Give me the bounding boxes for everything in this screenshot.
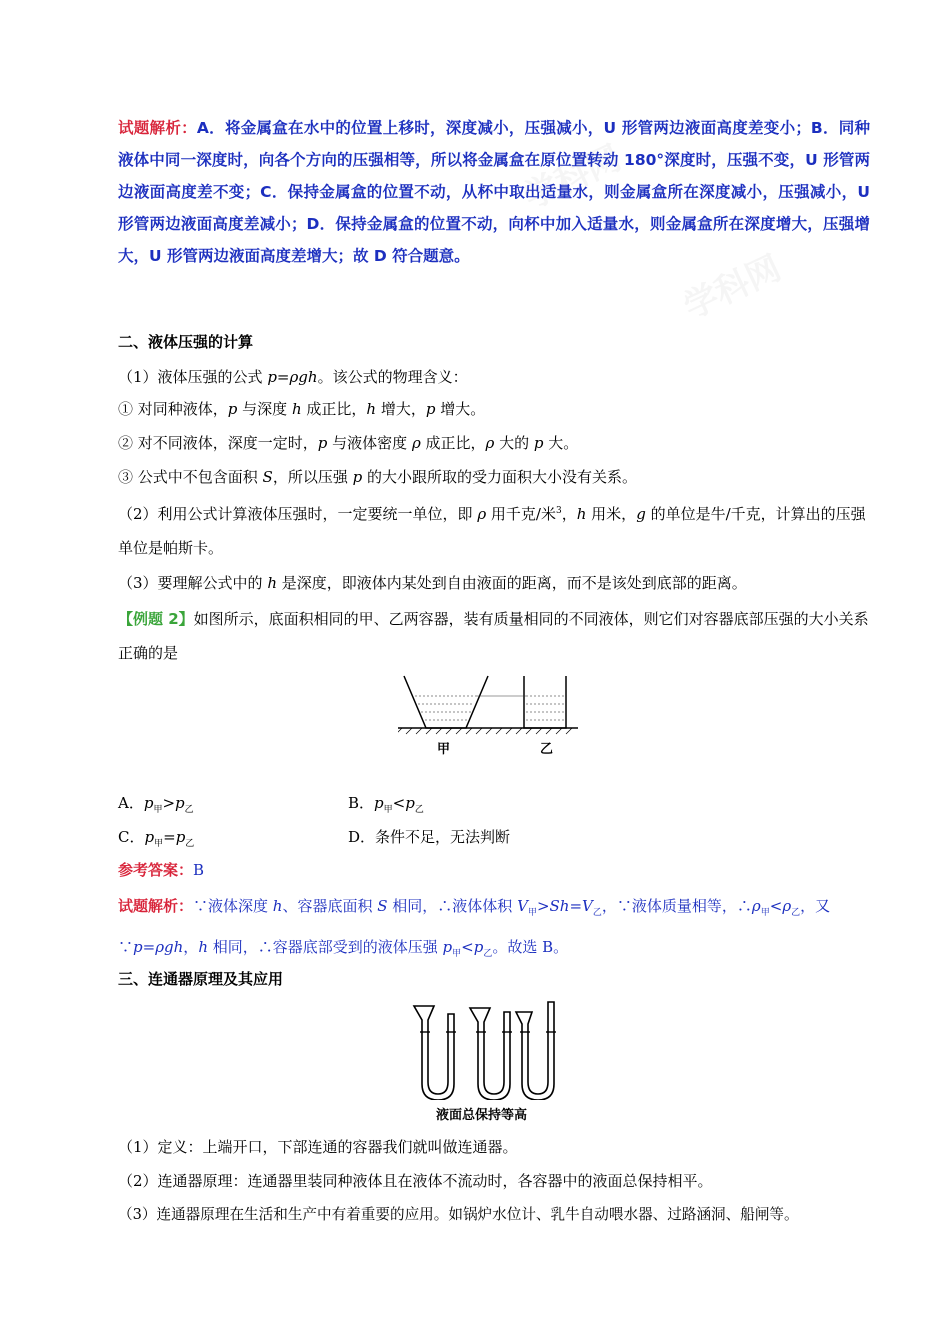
watermark: 学科网 bbox=[677, 247, 788, 328]
watermark: 学科网 bbox=[517, 137, 628, 218]
vessel-3 bbox=[516, 1002, 554, 1100]
option-a: A．$p_甲>p_乙$ bbox=[118, 794, 194, 815]
vessels-caption: 液面总保持等高 bbox=[436, 1108, 528, 1123]
formula-line: （1）液体压强的公式 p=ρgh。该公式的物理含义： bbox=[118, 368, 468, 386]
liquid-yi bbox=[526, 696, 564, 720]
example-2-question: 【例题 2】如图所示，底面积相同的甲、乙两容器，装有质量相同的不同液体，则它们对容器底部压强的大小关系正确的是 bbox=[118, 610, 869, 662]
vessel-2 bbox=[470, 1008, 510, 1100]
analysis-paragraph-2: 试题解析：∵液体深度 h、容器底面积 S 相同，∴液体体积 $V_甲>Sh=V_乙$，∵液体质量相等，$\therefore\rho_甲<\rho_乙$，又∵p=ρgh，h 相同，∴容器底部受到的液体压强 $p_甲<p_乙$。故选 B。 bbox=[118, 897, 831, 959]
option-d: D．条件不足，无法判断 bbox=[348, 828, 511, 846]
depth-line: （3）要理解公式中的 h 是深度，即液体内某处到自由液面的距离，而不是该处到底部的距离。 bbox=[118, 574, 747, 592]
option-b: B．$p_甲<p_乙$ bbox=[348, 794, 424, 815]
section-3-title: 三、连通器原理及其应用 bbox=[118, 970, 284, 988]
label-yi: 乙 bbox=[540, 742, 554, 757]
section-2-title: 二、液体压强的计算 bbox=[118, 333, 254, 351]
definition-line: （1）定义：上端开口，下部连通的容器我们就叫做连通器。 bbox=[118, 1138, 518, 1156]
liquid-jia bbox=[415, 696, 477, 720]
analysis-paragraph-1 bbox=[118, 112, 870, 272]
principle-line: （2）连通器原理：连通器里装同种液体且在液体不流动时，各容器中的液面总保持相平。 bbox=[118, 1172, 713, 1190]
meaning-line-2: ② 对不同液体，深度一定时，p 与液体密度 ρ 成正比，ρ 大的 p 大。 bbox=[118, 434, 579, 452]
ground-hatch bbox=[398, 728, 572, 734]
units-paragraph: （2）利用公式计算液体压强时，一定要统一单位，即 ρ 用千克/米$^3$，h 用米，g 的单位是牛/千克，计算出的压强单位是帕斯卡。 bbox=[118, 505, 866, 557]
label-jia: 甲 bbox=[437, 742, 451, 757]
vessel-1 bbox=[414, 1006, 454, 1100]
meaning-line-1: ① 对同种液体，p 与深度 h 成正比，h 增大，p 增大。 bbox=[118, 400, 486, 418]
connected-vessels-figure bbox=[408, 998, 558, 1100]
application-line: （3）连通器原理在生活和生产中有着重要的应用。如锅炉水位计、乳牛自动喂水器、过路涵洞、船闸等。 bbox=[118, 1206, 799, 1223]
analysis-text: A．将金属盒在水中的位置上移时，深度减小，压强减小，U 形管两边液面高度差变小；B．同种液体中同一深度时，向各个方向的压强相等，所以将金属盒在原位置转动 180°深度时，压强不变，U 形管两边液面高度差不变；C．保持金属盒的位置不动，从杯中取出适量水，则金属盒所在深度减小，压强减小，U 形管两边液面高度差减小；D．保持金属盒的位置不动，向杯中加入适量水，则金属盒所在深度增大，压强增大，U 形管两边液面高度差增大；故 D 符合题意。 bbox=[118, 119, 870, 265]
option-c: C．$p_甲=p_乙$ bbox=[118, 828, 195, 849]
meaning-line-3: ③ 公式中不包含面积 S，所以压强 p 的大小跟所取的受力面积大小没有关系。 bbox=[118, 468, 637, 486]
example-tag: 【例题 2】 bbox=[118, 610, 194, 628]
answer-line: 参考答案：B bbox=[118, 861, 205, 879]
analysis-label: 试题解析： bbox=[118, 119, 197, 137]
